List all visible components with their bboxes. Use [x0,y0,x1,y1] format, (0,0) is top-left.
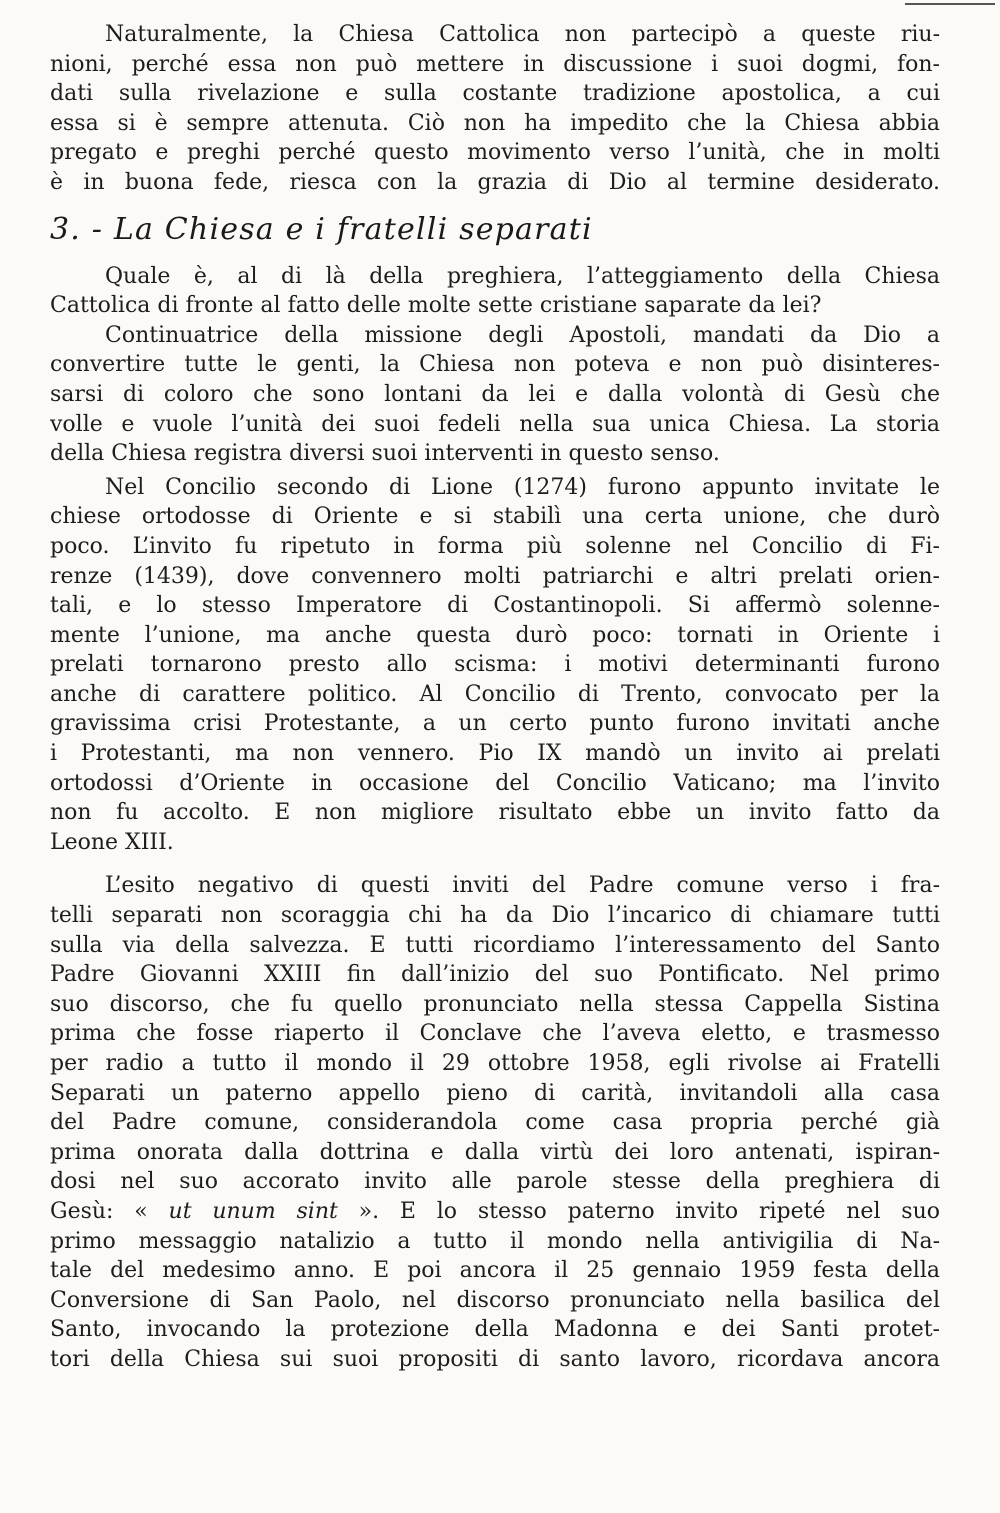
text-line: Cattolica di fronte al fatto delle molte sette cristiane saparate da lei? [50,293,822,319]
text-line: Conversione di San Paolo, nel discorso pronunciato nella basilica del [50,1287,940,1313]
text-line: volle e vuole l’unità dei suoi fedeli nella sua unica Chiesa. La storia [50,411,940,437]
paragraph-5 [50,871,940,1374]
text-line: suo discorso, che fu quello pronunciato nella stessa Cappella Sistina [50,991,940,1017]
text-line: mente l’unione, ma anche questa durò poco: tornati in Oriente i [50,622,940,648]
paragraph-4 [50,473,940,858]
text-line: telli separati non scoraggia chi ha da Dio l’incarico di chiamare tutti [50,903,940,929]
text-line: tori della Chiesa sui suoi propositi di santo lavoro, ricordava ancora [50,1346,940,1372]
text-line: anche di carattere politico. Al Concilio di Trento, convocato per la [50,681,940,707]
text-line: pregato e preghi perché questo movimento verso l’unità, che in molti [50,140,940,166]
quote-prefix: Gesù: « [50,1198,169,1224]
text-line: dati sulla rivelazione e sulla costante tradizione apostolica, a cui [50,81,940,107]
text-line: della Chiesa registra diversi suoi interventi in questo senso. [50,441,720,467]
latin-quote: ut unum sint [168,1198,338,1224]
text-line: per radio a tutto il mondo il 29 ottobre 1958, egli rivolse ai Fratelli [50,1051,940,1076]
text-line: primo messaggio natalizio a tutto il mondo nella antivigilia di Na- [50,1228,940,1254]
paragraph-2 [50,262,940,321]
text-line: Separati un paterno appello pieno di carità, invitandoli alla casa [50,1080,940,1106]
text-line: tale del medesimo anno. E poi ancora il 25 gennaio 1959 festa della [50,1258,940,1284]
page-body [50,20,940,1375]
text-line: gravissima crisi Protestante, a un certo punto furono invitati anche [50,711,940,737]
text-line: del Padre comune, considerandola come casa propria perché già [50,1110,940,1136]
paragraph-1 [50,20,940,198]
text-line: poco. L’invito fu ripetuto in forma più solenne nel Concilio di Fi- [50,533,940,559]
text-line: prima che fosse riaperto il Conclave che l’aveva eletto, e trasmesso [50,1021,940,1047]
text-line: nioni, perché essa non può mettere in discussione i suoi dogmi, fon- [50,51,940,77]
text-line: i Protestanti, ma non vennero. Pio IX mandò un invito ai prelati [50,741,940,767]
text-line: L’esito negativo di questi inviti del Padre comune verso i fra- [105,873,940,899]
text-line: non fu accolto. E non migliore risultato ebbe un invito fatto da [50,800,940,826]
text-line: Padre Giovanni XXIII fin dall’inizio del suo Pontificato. Nel primo [50,962,940,988]
text-line: tali, e lo stesso Imperatore di Costantinopoli. Si affermò solenne- [50,593,940,619]
text-line: sulla via della salvezza. E tutti ricordiamo l’interessamento del Santo [50,932,940,958]
text-line: convertire tutte le genti, la Chiesa non poteva e non può disinteres- [50,352,940,378]
text-line: Santo, invocando la protezione della Madonna e dei Santi protet- [50,1317,940,1343]
text-line: renze (1439), dove convennero molti patriarchi e altri prelati orien- [50,563,940,589]
text-line: ortodossi d’Oriente in occasione del Concilio Vaticano; ma l’invito [50,770,940,796]
text-line: chiese ortodosse di Oriente e si stabilì una certa unione, che durò [50,504,940,530]
text-line-with-quote [50,1197,940,1227]
paragraph-3 [50,321,940,469]
section-heading: 3. - La Chiesa e i fratelli separati [50,211,593,247]
text-line: Continuatrice della missione degli Apostoli, mandati da Dio a [105,322,940,348]
text-line: Leone XIII. [50,829,174,855]
text-line: dosi nel suo accorato invito alle parole stesse della preghiera di [50,1169,940,1195]
text-line: sarsi di coloro che sono lontani da lei e dalla volontà di Gesù che [50,381,940,407]
text-line: essa si è sempre attenuta. Ciò non ha impedito che la Chiesa abbia [50,110,940,136]
text-line: Naturalmente, la Chiesa Cattolica non partecipò a queste riu- [105,22,940,47]
quote-suffix: ». E lo stesso paterno invito ripeté nel suo [337,1198,940,1224]
text-line: prima onorata dalla dottrina e dalla virtù dei loro antenati, ispiran- [50,1139,940,1165]
text-line: Quale è, al di là della preghiera, l’atteggiamento della Chiesa [105,263,940,289]
text-line: Nel Concilio secondo di Lione (1274) furono appunto invitate le [105,474,940,500]
text-line: è in buona fede, riesca con la grazia di Dio al termine desiderato. [50,169,940,195]
top-edge-rule [905,3,995,5]
text-line: prelati tornarono presto allo scisma: i motivi determinanti furono [50,652,940,678]
